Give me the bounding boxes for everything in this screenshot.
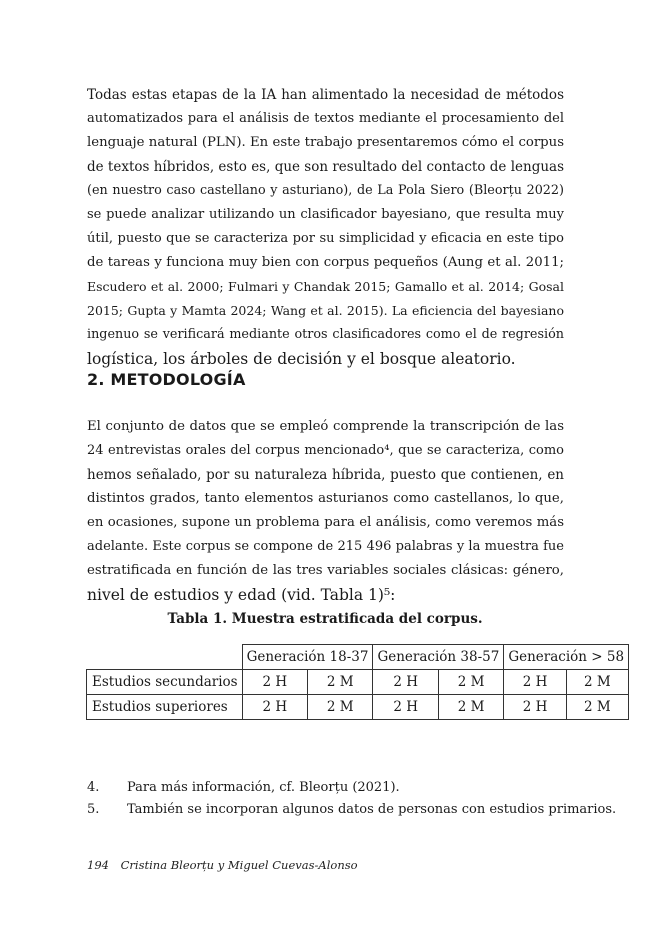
text-line: logística, los árboles de decisión y el bosque aleatorio. — [87, 350, 516, 368]
running-authors: Cristina Bleorțu y Miguel Cuevas-Alonso — [120, 858, 358, 872]
table-cell: 2 M — [438, 695, 503, 720]
text-line: lenguaje natural (PLN). En este trabajo presentaremos cómo el corpus — [87, 135, 564, 150]
table-cell: 2 H — [504, 695, 566, 720]
column-header: Generación > 58 — [504, 645, 629, 670]
table-row — [87, 695, 629, 720]
text-line: El conjunto de datos que se empleó comprende la transcripción de las — [87, 419, 564, 434]
table-cell: 2 H — [242, 695, 307, 720]
column-header: Generación 18-37 — [242, 645, 373, 670]
footnote-text: Para más información, cf. Bleorțu (2021). — [127, 780, 400, 795]
table-cell: 2 M — [438, 670, 503, 695]
text-line: de textos híbridos, esto es, que son resultado del contacto de lenguas — [87, 159, 565, 175]
text-line: 24 entrevistas orales del corpus mencionado⁴, que se caracteriza, como — [87, 443, 564, 458]
text-line: de tareas y funciona muy bien con corpus pequeños (Aung et al. 2011; — [87, 255, 564, 270]
table-cell: 2 H — [373, 695, 438, 720]
table-cell: 2 M — [566, 670, 628, 695]
text-line: ingenuo se verificará mediante otros clasificadores como el de regresión — [87, 327, 564, 342]
table-cell: 2 H — [373, 670, 438, 695]
row-header: Estudios secundarios — [87, 670, 243, 695]
row-header: Estudios superiores — [87, 695, 243, 720]
footnote-number: 4. — [87, 780, 100, 795]
table-header-row — [87, 645, 629, 670]
table-row — [87, 670, 629, 695]
methodology-paragraph — [87, 415, 564, 607]
intro-paragraph — [87, 83, 564, 371]
page-number: 194 — [87, 858, 109, 872]
text-line: (en nuestro caso castellano y asturiano), de La Pola Siero (Bleorțu 2022) — [87, 183, 564, 198]
text-line: 2015; Gupta y Mamta 2024; Wang et al. 2015). La eficiencia del bayesiano — [87, 303, 564, 318]
table-cell: 2 M — [308, 670, 373, 695]
table-caption: Tabla 1. Muestra estratificada del corpus. — [167, 611, 483, 627]
table-cell: 2 H — [504, 670, 566, 695]
text-line: Escudero et al. 2000; Fulmari y Chandak 2015; Gamallo et al. 2014; Gosal — [87, 279, 564, 294]
footnote-number: 5. — [87, 802, 100, 817]
section-heading: 2. METODOLOGÍA — [87, 370, 246, 389]
text-line: Todas estas etapas de la IA han alimentado la necesidad de métodos — [87, 87, 564, 103]
page-footer — [87, 858, 358, 872]
sample-table — [86, 644, 629, 720]
empty-corner-cell — [87, 645, 243, 670]
text-line: estratificada en función de las tres variables sociales clásicas: género, — [87, 563, 564, 578]
table-cell: 2 H — [242, 670, 307, 695]
text-line: en ocasiones, supone un problema para el análisis, como veremos más — [87, 515, 564, 530]
text-line: distintos grados, tanto elementos asturianos como castellanos, lo que, — [87, 491, 564, 506]
text-line: adelante. Este corpus se compone de 215 496 palabras y la muestra fue — [87, 539, 564, 554]
table-cell: 2 M — [308, 695, 373, 720]
text-line: nivel de estudios y edad (vid. Tabla 1)⁵: — [87, 586, 396, 604]
table-cell: 2 M — [566, 695, 628, 720]
text-line: hemos señalado, por su naturaleza híbrida, puesto que contienen, en — [87, 467, 564, 483]
text-line: útil, puesto que se caracteriza por su simplicidad y eficacia en este tipo — [87, 231, 564, 246]
text-line: se puede analizar utilizando un clasificador bayesiano, que resulta muy — [87, 207, 564, 222]
text-line: automatizados para el análisis de textos mediante el procesamiento del — [87, 111, 564, 126]
footnote-text: También se incorporan algunos datos de personas con estudios primarios. — [127, 802, 617, 817]
column-header: Generación 38-57 — [373, 645, 504, 670]
